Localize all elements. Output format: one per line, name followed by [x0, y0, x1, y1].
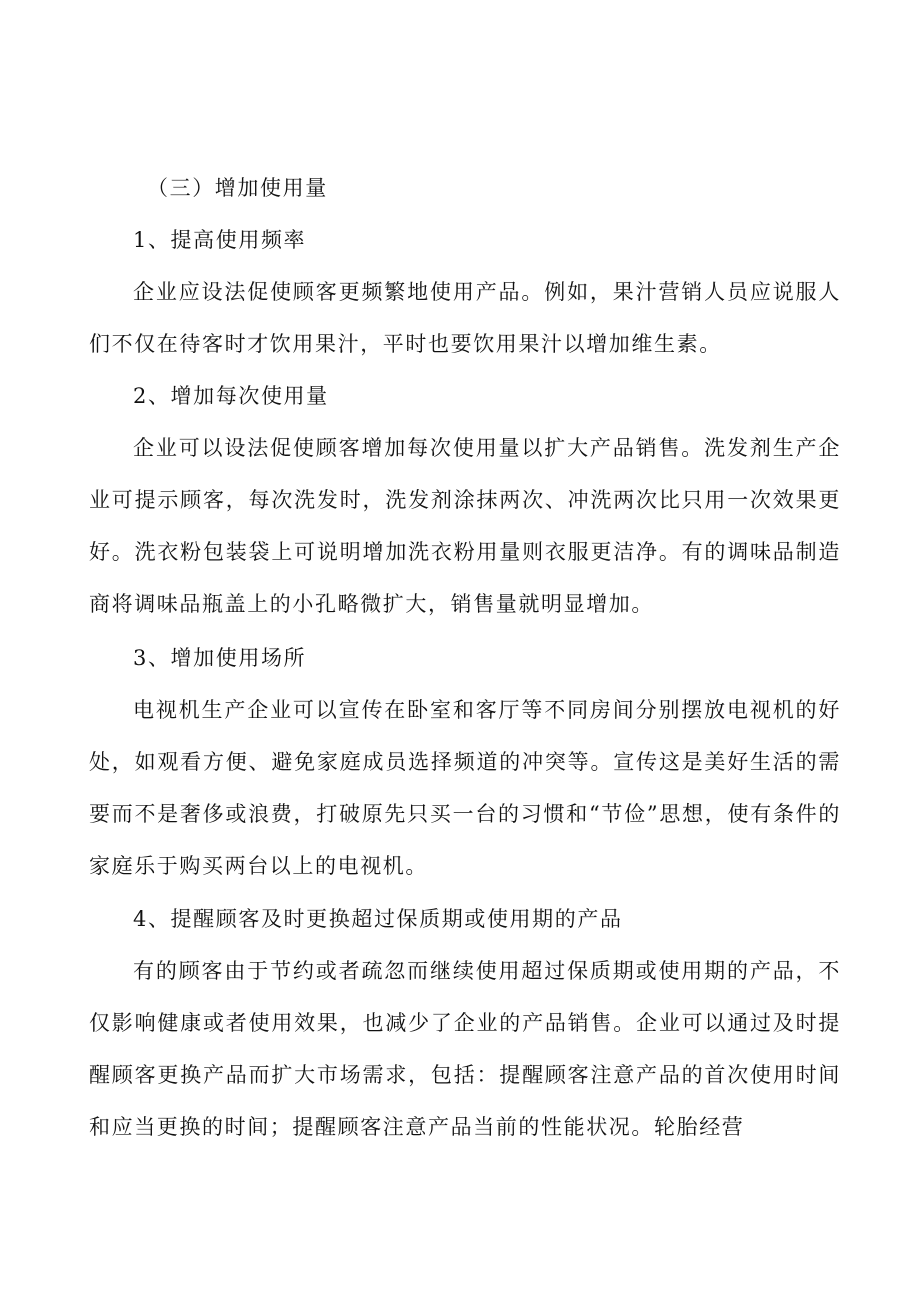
item-paragraph-2: 企业可以设法促使顾客增加每次使用量以扩大产品销售。洗发剂生产企业可提示顾客，每次洗发时，洗发剂涂抹两次、冲洗两次比只用一次效果更好。洗衣粉包装袋上可说明增加洗衣粉用量则衣服更洁净。有的调味品制造商将调味品瓶盖上的小孔略微扩大，销售量就明显增加。: [89, 436, 841, 616]
item-heading-4: 4、提醒顾客及时更换超过保质期或使用期的产品: [133, 907, 623, 931]
item-heading-1: 1、提高使用频率: [133, 228, 307, 252]
item-paragraph-4: 有的顾客由于节约或者疏忽而继续使用超过保质期或使用期的产品，不仅影响健康或者使用效果，也减少了企业的产品销售。企业可以通过及时提醒顾客更换产品而扩大市场需求，包括：提醒顾客注意产品的首次使用时间和应当更换的时间；提醒顾客注意产品当前的性能状况。轮胎经营: [89, 959, 841, 1139]
item-paragraph-3: 电视机生产企业可以宣传在卧室和客厅等不同房间分别摆放电视机的好处，如观看方便、避免家庭成员选择频道的冲突等。宣传这是美好生活的需要而不是奢侈或浪费，打破原先只买一台的习惯和“节俭”思想，使有条件的家庭乐于购买两台以上的电视机。: [89, 698, 841, 878]
item-heading-3: 3、增加使用场所: [133, 646, 307, 670]
item-paragraph-1: 企业应设法促使顾客更频繁地使用产品。例如，果汁营销人员应说服人们不仅在待客时才饮用果汁，平时也要饮用果汁以增加维生素。: [89, 280, 841, 356]
item-heading-2: 2、增加每次使用量: [133, 384, 329, 408]
section-heading: （三）增加使用量: [147, 176, 328, 200]
